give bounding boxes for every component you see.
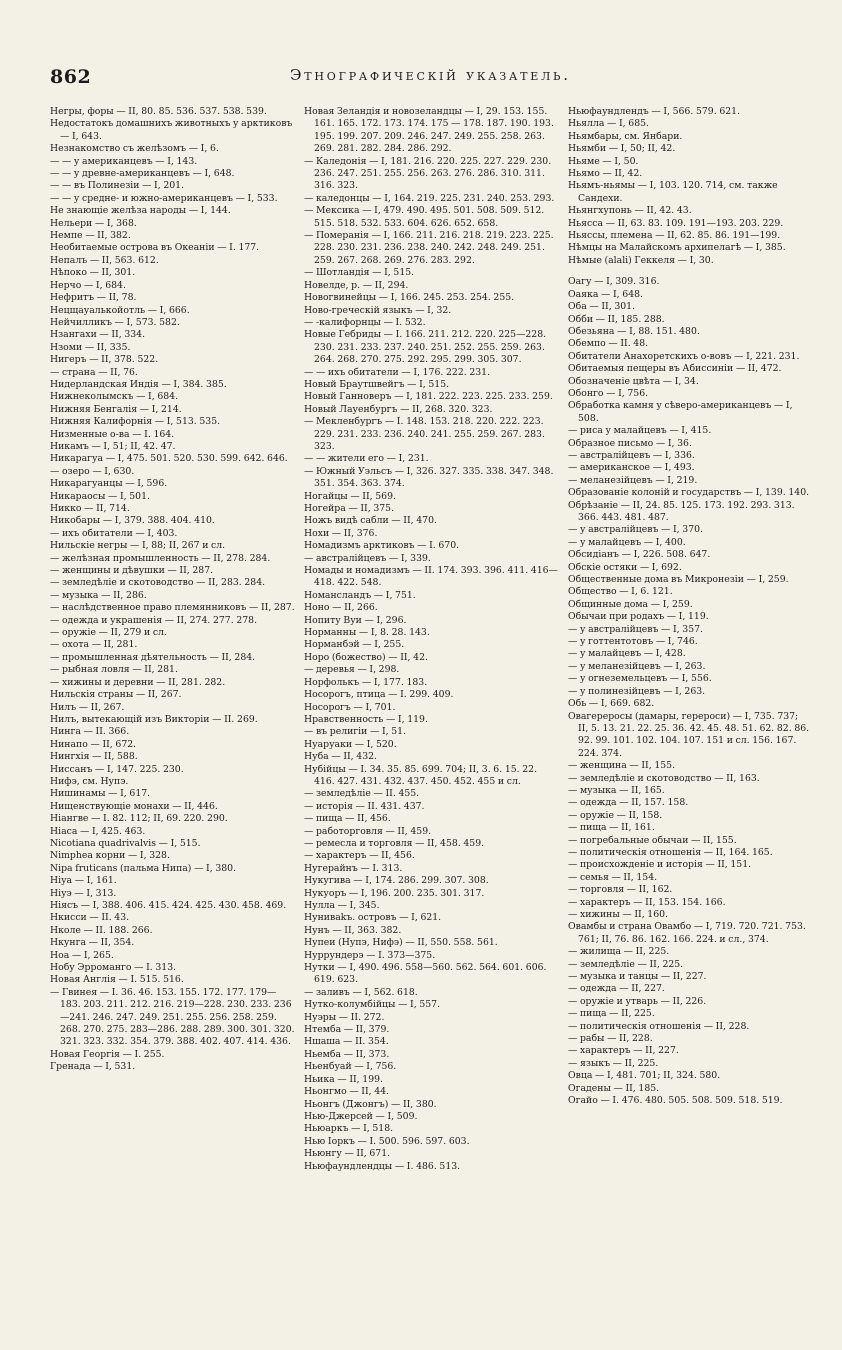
index-entry: Овагереросы (дамары, герероси) — I, 735. 737; II, 5. 13. 21. 22. 25. 36. 42. 45. 48. 51. 62. 82. 86. 92. 99. 101. 102. 104. 107. 151 и сл. 156. 167. 224. 374. — [568, 710, 810, 759]
index-entry: — жилища — II, 225. — [568, 946, 670, 958]
index-entry: Нильскія страны — II, 267. — [50, 689, 182, 701]
index-entry: — исторія — II. 431. 437. — [304, 800, 425, 812]
index-entry: Обскіе остяки — I, 692. — [568, 561, 682, 573]
index-entry: — характеръ — II, 456. — [304, 850, 415, 862]
index-entry: — каледонцы — I, 164. 219. 225. 231. 240. 253. 293. — [304, 192, 555, 204]
index-entry: Ньика — II, 199. — [304, 1073, 383, 1085]
index-entry: Норманны — I, 8. 28. 143. — [304, 627, 430, 639]
index-entry: — рабы — II, 228. — [568, 1033, 653, 1045]
index-entry: — наслѣдственное право племянниковъ — II, 287. — [50, 602, 295, 614]
index-entry: Необитаемые острова въ Океаніи — I. 177. — [50, 242, 260, 254]
index-entry: Овца — I, 481. 701; II, 324. 580. — [568, 1070, 721, 1082]
index-entry: — — жители его — I, 231. — [304, 453, 429, 465]
index-entry: — Мекленбургъ — I. 148. 153. 218. 220. 222. 223. 229. 231. 233. 236. 240. 241. 255. 259. 267. 283. 323. — [304, 416, 545, 452]
index-entry: — пища — II, 225. — [568, 1008, 655, 1020]
index-entry: Ніуэ — I, 313. — [50, 887, 117, 899]
index-entry: Ньяссы, племена — II, 62. 85. 86. 191—199. — [568, 230, 781, 242]
index-entry: Нтемба — II, 379. — [304, 1024, 390, 1036]
index-column-3 — [568, 106, 811, 1306]
index-entry: Нулла — I, 345. — [304, 900, 380, 911]
index-entry: Овамбы и страна Овамбо — I, 719. 720. 721. 753. 761; II, 76. 86. 162. 166. 224. и сл., 374. — [568, 921, 806, 945]
index-entry: — погребальные обычаи — II, 155. — [568, 834, 737, 846]
index-entry: — охота — II, 281. — [50, 639, 138, 651]
index-entry: Нутки — I, 490. 496. 558—560. 562. 564. 601. 606. 619. 623. — [304, 962, 547, 986]
index-entry: — языкъ — II, 225. — [568, 1057, 659, 1069]
index-entry: Ньюфаундлендцы — I. 486. 513. — [304, 1160, 461, 1172]
index-entry: Ніаса — I, 425. 463. — [50, 825, 146, 837]
index-entry: Нзангахи — II, 334. — [50, 329, 146, 341]
index-entry: Нунъ — II, 363. 382. — [304, 924, 402, 936]
index-entry: — земледѣліе — II, 225. — [568, 958, 684, 970]
index-entry: — Мексика — I, 479. 490. 495. 501. 508. 509. 512. 515. 518. 532. 533. 604. 626. 652. 658. — [304, 205, 545, 229]
index-entry: Новогвинейцы — I, 166. 245. 253. 254. 255. — [304, 292, 515, 304]
index-entry: Общественные дома въ Микронезіи — I, 259. — [568, 574, 789, 586]
index-entry: — страна — II, 76. — [50, 366, 138, 378]
index-entry: — озеро — I, 630. — [50, 465, 135, 477]
index-entry: — работорговля — II, 459. — [304, 825, 432, 837]
index-entry: — желѣзная промышленность — II, 278. 284. — [50, 552, 271, 564]
index-entry: Нѣмцы на Малайскомъ архипелагѣ — I, 385. — [568, 242, 786, 254]
index-entry: Непалъ — II, 563. 612. — [50, 254, 159, 266]
index-entry: Общество — I, 6. 121. — [568, 586, 673, 598]
index-entry: Нуэры — II. 272. — [304, 1011, 385, 1023]
index-entry: Ножъ видѣ сабли — II, 470. — [304, 515, 437, 527]
index-entry: Негры, форы — II, 80. 85. 536. 537. 538. 539. — [50, 106, 267, 117]
index-entry: — въ религіи — I, 51. — [304, 726, 407, 738]
index-entry: Нѣпоко — II, 301. — [50, 267, 136, 279]
index-entry: Носорогъ — I, 701. — [304, 701, 396, 713]
index-entry: — музыка и танцы — II, 227. — [568, 971, 707, 983]
index-entry: Nicotiana quadrivalvis — I, 515. — [50, 837, 201, 849]
index-entry: — одежда и украшенія — II, 274. 277. 278. — [50, 614, 258, 626]
index-entry: — риса у малайцевъ — I, 415. — [568, 425, 712, 437]
index-entry: Никарагуа — I, 475. 501. 520. 530. 599. 642. 646. — [50, 453, 288, 465]
index-entry: Nimphea корни — I, 328. — [50, 850, 170, 862]
index-entry: Никараосы — I, 501. — [50, 490, 150, 502]
index-entry: Носорогъ, птица — I. 299. 409. — [304, 689, 454, 701]
index-entry: Ньюфаундлендъ — I, 566. 579. 621. — [568, 106, 741, 117]
index-entry: — земледѣліе — II. 455. — [304, 788, 420, 800]
index-entry: Норо (божество) — II, 42. — [304, 651, 428, 663]
index-entry: — пища — II, 161. — [568, 822, 655, 834]
index-entry: Ньямъ-ньямы — I, 103. 120. 714, см. также Сандехи. — [568, 180, 778, 204]
index-entry: — хижины и деревни — II, 281. 282. — [50, 676, 226, 688]
index-entry: Недостатокъ домашнихъ животныхъ у арктиковъ — I, 643. — [50, 118, 293, 142]
index-entry: Нью Іоркъ — I. 500. 596. 597. 603. — [304, 1135, 470, 1147]
index-column-1 — [50, 106, 296, 1306]
index-entry: Оагу — I, 309. 316. — [568, 276, 660, 288]
index-entry: — — у американцевъ — I, 143. — [50, 155, 198, 167]
index-entry: — у малайцевъ — I, 428. — [568, 648, 686, 660]
index-entry: Нуррундерэ — I. 373—375. — [304, 949, 436, 961]
index-entry: — семья — II, 154. — [568, 871, 658, 883]
index-entry: Нефритъ — II, 78. — [50, 292, 137, 304]
index-entry: Обезьяна — I, 88. 151. 480. — [568, 325, 700, 337]
index-entry: — ихъ обитатели — I, 403. — [50, 527, 178, 539]
index-entry: — хижины — II, 160. — [568, 909, 668, 920]
index-entry: Новый Лауенбургъ — II, 268. 320. 323. — [304, 403, 493, 415]
index-entry: Ньясса — II, 63. 83. 109. 191—193. 203. 229. — [568, 217, 784, 229]
index-entry: Ньяме — I, 50. — [568, 155, 639, 167]
index-entry: Обсидіанъ — I, 226. 508. 647. — [568, 549, 711, 561]
index-entry: Нингхія — II, 588. — [50, 751, 138, 763]
index-entry: — музыка — II, 165. — [568, 784, 665, 796]
index-entry: — характеръ — II, 153. 154. 166. — [568, 896, 726, 908]
index-entry: — оружіе и утварь — II, 226. — [568, 995, 707, 1007]
index-entry: — австралійцевъ — I, 339. — [304, 552, 431, 564]
index-entry: Нельери — I, 368. — [50, 217, 137, 229]
index-entry: Нубійцы — I. 34. 35. 85. 699. 704; II, 3. 6. 15. 22. 416. 427. 431. 432. 437. 450. 452. 455 и сл. — [304, 763, 538, 787]
index-entry: — у готтентотовъ — I, 746. — [568, 636, 698, 648]
index-entry: — Гвинея — I. 36. 46. 153. 155. 172. 177. 179—183. 203. 211. 212. 216. 219—228. 230. 233. 236—241. 246. 247. 249. 251. 255. 256. 258. 259. 268. 270. 275. 283—286. 288. 289. 300. 301. 320. 321. 323. 332. 354. 379. 388. 402. 407. 414. 436. — [50, 986, 295, 1048]
index-entry: Новелде, р. — II, 294. — [304, 279, 409, 291]
index-entry: Нишинамы — I, 617. — [50, 788, 151, 800]
index-entry: Новая Георгія — I. 255. — [50, 1048, 165, 1060]
index-entry: Никарагуанцы — I, 596. — [50, 478, 168, 490]
index-entry: Не знающіе желѣза народы — I, 144. — [50, 205, 231, 217]
index-entry: Ньенбуай — I, 756. — [304, 1061, 397, 1073]
index-entry: — у полинезійцевъ — I, 263. — [568, 685, 706, 697]
index-entry: — женщины и дѣвушки — II, 287. — [50, 565, 214, 577]
index-entry: Нинга — II. 366. — [50, 726, 130, 738]
index-entry: Обемпо — II. 48. — [568, 338, 649, 350]
index-entry: Ніясъ — I, 388. 406. 415. 424. 425. 430. 458. 469. — [50, 900, 287, 911]
index-entry: Ниссанъ — I, 147. 225. 230. — [50, 763, 184, 775]
index-entry: Нецщауалькойотль — I, 666. — [50, 304, 190, 316]
index-entry: — деревья — I, 298. — [304, 664, 400, 676]
index-entry: Ньямбары, см. Янбари. — [568, 130, 683, 142]
index-entry: Новый Браутшвейгъ — I, 515. — [304, 378, 450, 390]
index-entry: — женщина — II, 155. — [568, 760, 676, 772]
index-entry: Нукуоръ — I, 196. 200. 235. 301. 317. — [304, 887, 485, 899]
index-entry: Номансландъ — I, 751. — [304, 589, 416, 601]
index-entry: — Шотландія — I, 515. — [304, 267, 415, 279]
index-entry: Нопиту Вуи — I, 296. — [304, 614, 407, 626]
index-entry: Обитаемыя пещеры въ Абиссиніи — II, 472. — [568, 363, 782, 375]
index-entry: Ніуа — I, 161. — [50, 875, 117, 887]
index-entry: Немпе — II, 382. — [50, 230, 131, 242]
index-entry: Обрѣзаніе — II, 24. 85. 125. 173. 192. 293. 313. 366. 443. 481. 487. — [568, 499, 795, 523]
index-entry: Нупеи (Нупэ, Нифэ) — II, 550. 558. 561. — [304, 937, 498, 949]
index-entry: Нуаруаки — I, 520. — [304, 738, 397, 750]
index-entry: Огайо — I. 476. 480. 505. 508. 509. 518. 519. — [568, 1095, 783, 1107]
index-entry: — промышленная дѣятельность — II, 284. — [50, 651, 256, 663]
index-entry: — характеръ — II, 227. — [568, 1045, 679, 1057]
index-entry: Обычаи при родахъ — I, 119. — [568, 611, 709, 623]
index-entry: — происхожденіе и исторія — II, 151. — [568, 859, 752, 871]
index-entry: — — у средне- и южно-американцевъ — I, 533. — [50, 192, 278, 204]
index-entry: Нколе — II. 188. 266. — [50, 924, 153, 936]
index-entry: Новая Англія — I. 515. 516. — [50, 974, 184, 986]
index-entry: Ново-греческій языкъ — I, 32. — [304, 304, 452, 316]
index-entry: — земледѣліе и скотоводство — II, 163. — [568, 772, 760, 784]
index-entry: — американское — I, 493. — [568, 462, 695, 474]
index-entry: — — у древне-американцевъ — I, 648. — [50, 168, 235, 180]
index-entry: — — ихъ обитатели — I, 176. 222. 231. — [304, 366, 491, 378]
index-entry: — политическія отношенія — II, 164. 165. — [568, 846, 773, 858]
index-entry: Нутко-колумбійцы — I, 557. — [304, 999, 441, 1011]
index-entry: — оружіе — II, 279 и сл. — [50, 627, 167, 639]
index-entry: Нижнеколымскъ — I, 684. — [50, 391, 179, 403]
index-entry: — у австралійцевъ — I, 357. — [568, 623, 703, 635]
index-entry: Нигеръ — II, 378. 522. — [50, 354, 159, 366]
index-entry: — одежда — II, 157. 158. — [568, 797, 689, 809]
index-entry: Ньянгхупонь — II, 42. 43. — [568, 205, 692, 217]
index-entry: Ньямо — II, 42. — [568, 168, 643, 180]
index-entry: Нифэ, см. Нупэ. — [50, 775, 129, 787]
index-entry: Ньялла — I, 685. — [568, 118, 649, 130]
index-entry: Никобары — I, 379. 388. 404. 410. — [50, 515, 215, 527]
index-entry: Общинные дома — I, 259. — [568, 598, 693, 610]
index-entry: Нилъ, вытекающій изъ Викторіи — II. 269. — [50, 713, 258, 725]
index-entry: Новый Ганноверъ — I, 181. 222. 223. 225. 233. 259. — [304, 391, 553, 403]
index-entry: Обь — I, 669. 682. — [568, 698, 655, 710]
index-entry: — пища — II, 456. — [304, 813, 391, 825]
index-entry: — у австралійцевъ — I, 370. — [568, 524, 703, 536]
index-entry: Огадены — II, 185. — [568, 1082, 660, 1094]
index-entry: Обозначеніе цвѣта — I, 34. — [568, 375, 699, 387]
running-title: Этнографическій указатель. — [290, 66, 571, 84]
index-entry: Ньемба — II, 373. — [304, 1048, 390, 1060]
index-entry: — у огнеземельцевъ — I, 556. — [568, 673, 712, 685]
index-entry: — меланезійцевъ — I, 219. — [568, 474, 698, 486]
index-entry: — — въ Полинезіи — I, 201. — [50, 180, 185, 192]
index-entry: Нкунга — II, 354. — [50, 937, 135, 949]
index-entry: Нижняя Калифорнія — I, 513. 535. — [50, 416, 221, 428]
index-entry: — Померанія — I, 166. 211. 216. 218. 219. 223. 225. 228. 230. 231. 236. 238. 240. 242. 248. 249. 251. 259. 267. 268. 269. 276. 283. 292. — [304, 230, 554, 266]
page-number: 862 — [50, 66, 92, 88]
index-entry: Нинапо — II, 672. — [50, 738, 137, 750]
index-entry: Ньюнгу — II, 671. — [304, 1148, 391, 1160]
index-entry: — заливъ — I, 562. 618. — [304, 986, 418, 998]
index-entry: — у меланезійцевъ — I, 263. — [568, 660, 706, 672]
index-entry: — одежда — II, 227. — [568, 983, 665, 995]
index-entry: Незнакомство съ желѣзомъ — I, 6. — [50, 143, 219, 155]
index-entry: Нукугива — I, 174. 286. 299. 307. 308. — [304, 875, 489, 887]
index-entry: Нугерайнъ — I. 313. — [304, 862, 403, 874]
index-entry: Nipa fruticans (пальма Нипа) — I, 380. — [50, 862, 237, 874]
index-entry: Нуба — II, 432. — [304, 751, 377, 763]
index-entry: — торговля — II, 162. — [568, 884, 673, 896]
index-entry: Образованіе колоній и государствъ — I, 139. 140. — [568, 487, 810, 499]
index-entry: Нравственность — I, 119. — [304, 713, 428, 725]
index-entry: Обработка камня у сѣверо-американцевъ — I, 508. — [568, 400, 793, 424]
index-entry: — у малайцевъ — I, 400. — [568, 536, 686, 548]
index-entry: Нерчо — I, 684. — [50, 279, 126, 291]
index-entry: Норфолькъ — I, 177. 183. — [304, 676, 428, 688]
index-entry: Нѣмые (alali) Геккеля — I, 30. — [568, 254, 714, 266]
index-entry: Ноно — II, 266. — [304, 602, 378, 614]
index-entry: Ногайцы — II, 569. — [304, 490, 396, 502]
index-columns — [50, 106, 810, 1306]
index-entry: Обитатели Анахоретскихъ о-вовъ — I, 221. 231. — [568, 350, 800, 362]
index-entry: — -калифорнцы — I. 532. — [304, 316, 426, 328]
index-entry: — австралійцевъ — I, 336. — [568, 449, 695, 461]
index-entry: — Южный Уэльсъ — I, 326. 327. 335. 338. 347. 348. 351. 354. 363. 374. — [304, 465, 554, 490]
index-entry: — музыка — II, 286. — [50, 589, 147, 601]
index-entry: Нижняя Бенгалія — I, 214. — [50, 403, 182, 415]
index-entry: Нзоми — II, 335. — [50, 341, 131, 353]
index-entry: Новые Гебриды — I. 166. 211. 212. 220. 225—228. 230. 231. 233. 237. 240. 251. 252. 255. 259. 263. 264. 268. 270. 275. 292. 295. 299. 305. 307. — [304, 329, 547, 366]
index-entry: Номадизмъ арктиковъ — I. 670. — [304, 540, 460, 552]
index-entry: — ремесла и торговля — II, 458. 459. — [304, 837, 485, 849]
index-entry: Ньонгъ (Джонгъ) — II, 380. — [304, 1098, 437, 1110]
index-entry: Нилъ — II, 267. — [50, 701, 125, 713]
index-entry: — политическія отношенія — II, 228. — [568, 1020, 750, 1032]
index-entry: Ньонгмо — II, 44. — [304, 1086, 390, 1098]
index-entry: Ноа — I, 265. — [50, 949, 114, 961]
index-entry: Обби — II, 185. 288. — [568, 313, 665, 325]
index-entry: Нейчилликъ — I, 573. 582. — [50, 316, 180, 328]
index-entry: Низменные о-ва — I. 164. — [50, 428, 175, 440]
index-entry: Нищенствующіе монахи — II, 446. — [50, 800, 218, 812]
index-entry: — рыбная ловля — II, 281. — [50, 664, 178, 676]
index-entry: Ньямби — I, 50; II, 42. — [568, 143, 676, 155]
index-column-2 — [304, 106, 560, 1306]
index-entry: Оаяка — I, 648. — [568, 288, 643, 300]
index-entry: Нуниваkъ. островъ — I, 621. — [304, 912, 442, 924]
index-entry: Ньюаркъ — I, 518. — [304, 1123, 394, 1135]
index-entry: Номады и номадизмъ — II. 174. 393. 396. 411. 416—418. 422. 548. — [304, 565, 558, 589]
index-entry: Никко — II, 714. — [50, 503, 130, 514]
index-entry: Нохи — II, 376. — [304, 527, 378, 539]
index-entry: Оба — II, 301. — [568, 301, 636, 313]
index-entry: Ногейра — II, 375. — [304, 503, 395, 514]
index-entry: Никамъ — I, 51; II, 42. 47. — [50, 440, 176, 452]
index-entry: Нильскіе негры — I, 88; II, 267 и сл. — [50, 540, 226, 552]
index-entry: — земледѣліе и скотоводство — II, 283. 284. — [50, 577, 266, 589]
index-entry: Новая Зеландія и новозеландцы — I, 29. 153. 155. 161. 165. 172. 173. 174. 175 — 178. 187. 190. 193. 195. 199. 207. 209. 246. 247. 249. 255. 258. 263. 269. 281. 282. 284. 286. 292. — [304, 106, 554, 155]
index-entry: — оружіе — II, 158. — [568, 809, 663, 821]
index-entry: Нидерландская Индія — I, 384. 385. — [50, 378, 227, 390]
index-entry: Нью-Джерсей — I, 509. — [304, 1110, 418, 1122]
index-entry: — Каледонія — I, 181. 216. 220. 225. 227. 229. 230. 236. 247. 251. 255. 256. 263. 276. 286. 310. 311. 316. 323. — [304, 155, 552, 192]
index-entry: Нкисси — II. 43. — [50, 912, 130, 924]
index-entry: Норманбэй — I, 255. — [304, 639, 405, 651]
index-entry: Гренада — I, 531. — [50, 1061, 136, 1073]
index-entry: Образное письмо — I, 36. — [568, 437, 692, 449]
index-entry: Обонго — I, 756. — [568, 387, 649, 399]
index-entry: Ніангве — I. 82. 112; II, 69. 220. 290. — [50, 813, 228, 825]
index-entry: Ншаша — II. 354. — [304, 1036, 389, 1048]
index-entry: Нобу Эрроманго — I. 313. — [50, 962, 177, 974]
